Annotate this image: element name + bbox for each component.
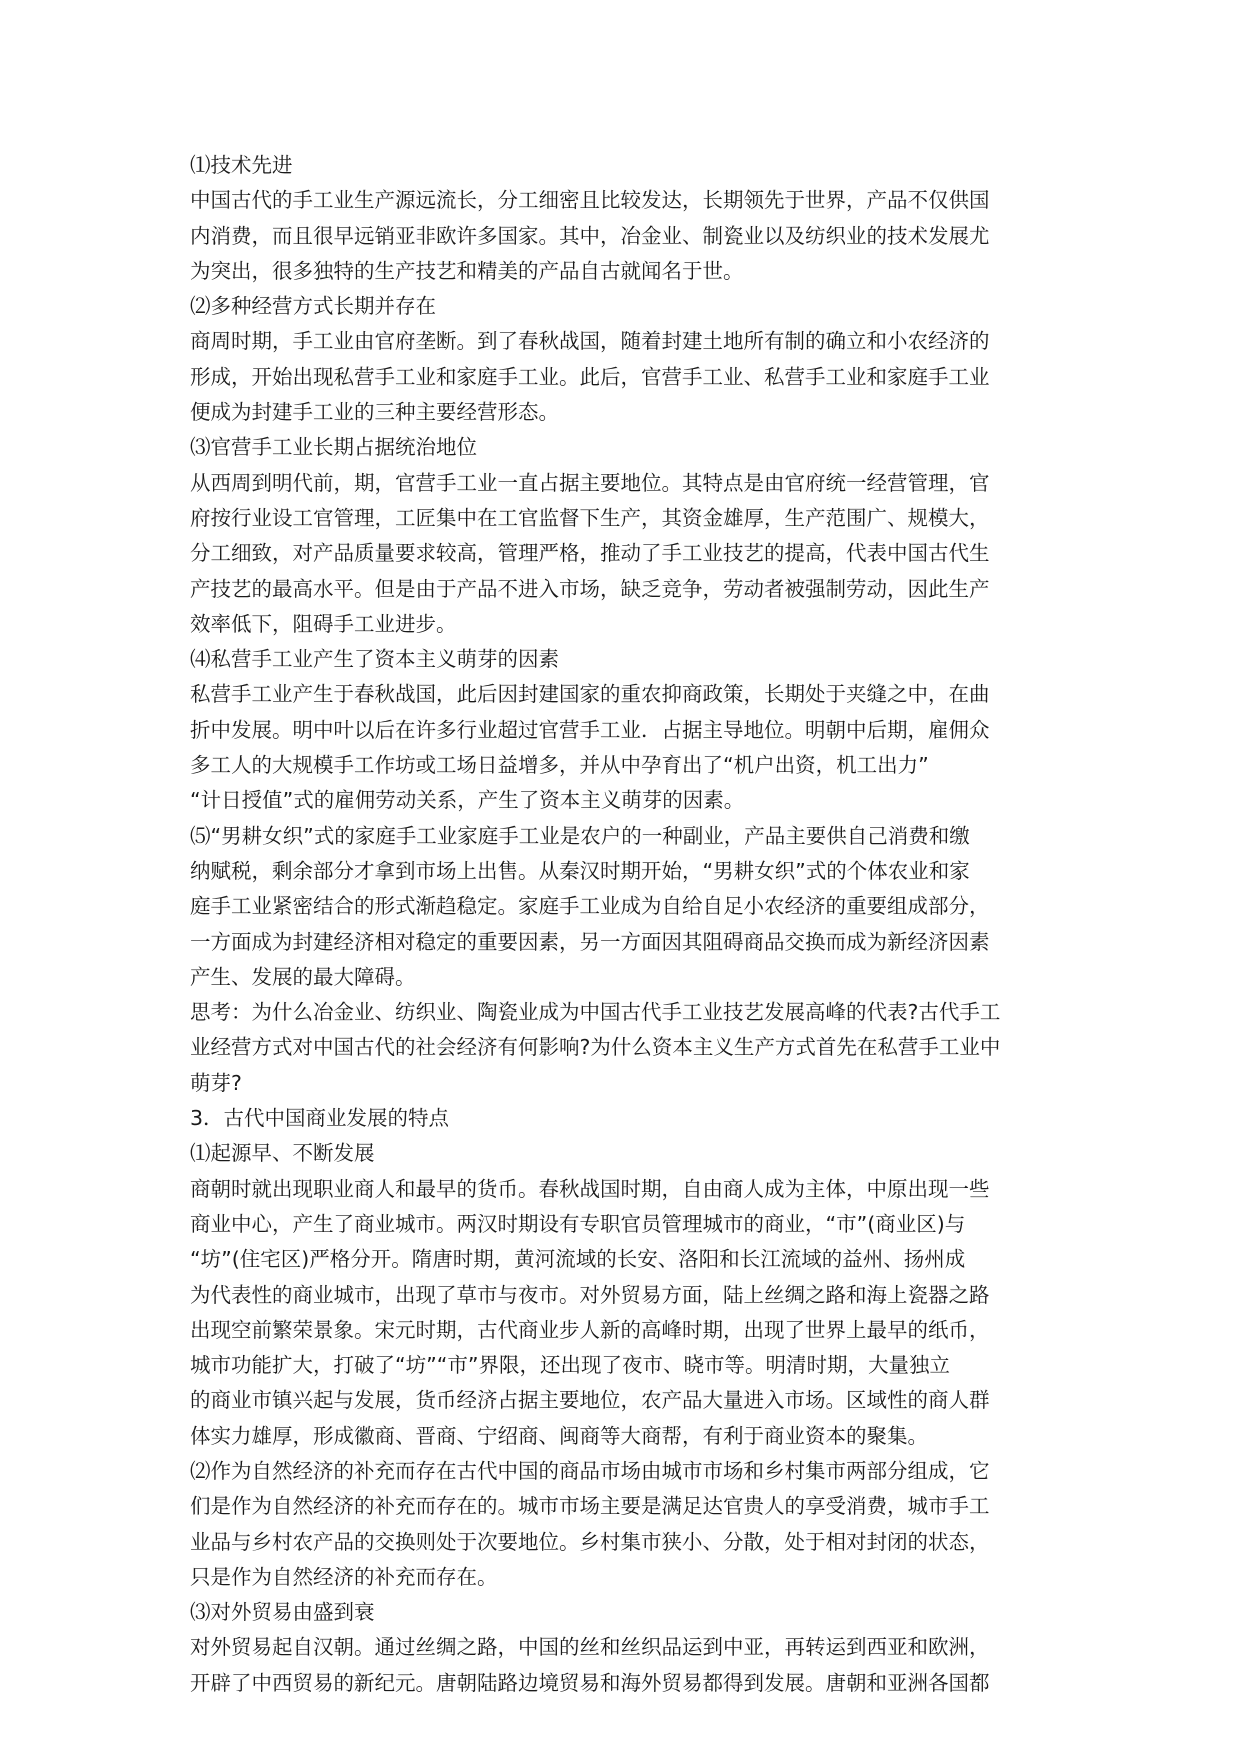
text-line: 业品与乡村农产品的交换则处于次要地位。乡村集市狭小、分散，处于相对封闭的状态，	[190, 1529, 990, 1554]
text-line: 私营手工业产生于春秋战国，此后因封建国家的重农抑商政策，长期处于夹缝之中，在曲	[190, 682, 990, 707]
text-line: ⑶官营手工业长期占据统治地位	[190, 435, 477, 460]
text-line: 思考：为什么冶金业、纺织业、陶瓷业成为中国古代手工业技艺发展高峰的代表?古代手工	[190, 1000, 1001, 1025]
text-line: ⑵作为自然经济的补充而存在古代中国的商品市场由城市市场和乡村集市两部分组成，它	[190, 1458, 990, 1483]
text-line: 商业中心，产生了商业城市。两汉时期设有专职官员管理城市的商业，“市”(商业区)与	[190, 1211, 966, 1236]
text-line: 商周时期，手工业由官府垄断。到了春秋战国，随着封建土地所有制的确立和小农经济的	[190, 329, 990, 354]
text-line: 庭手工业紧密结合的形式渐趋稳定。家庭手工业成为自给自足小农经济的重要组成部分，	[190, 894, 990, 919]
text-line: ⑴技术先进	[190, 153, 293, 177]
text-line: ⑴起源早、不断发展	[190, 1141, 375, 1166]
text-line: 多工人的大规模手工作坊或工场日益增多，并从中孕育出了“机户出资，机工出力”	[190, 753, 929, 778]
text-line: 产技艺的最高水平。但是由于产品不进入市场，缺乏竞争，劳动者被强制劳动，因此生产	[190, 576, 990, 601]
text-line: 只是作为自然经济的补充而存在。	[190, 1564, 498, 1589]
text-line: 萌芽?	[190, 1070, 242, 1095]
text-line: ⑵多种经营方式长期并存在	[190, 294, 436, 319]
text-line: 分工细致，对产品质量要求较高，管理严格，推动了手工业技艺的提高，代表中国古代生	[190, 541, 990, 566]
text-line: 中国古代的手工业生产源远流长，分工细密且比较发达，长期领先于世界，产品不仅供国	[190, 188, 990, 213]
text-line: 效率低下，阻碍手工业进步。	[190, 611, 457, 636]
text-line: 形成，开始出现私营手工业和家庭手工业。此后，官营手工业、私营手工业和家庭手工业	[190, 364, 990, 389]
text-line: “计日授值”式的雇佣劳动关系，产生了资本主义萌芽的因素。	[190, 788, 745, 813]
text-line: ⑷私营手工业产生了资本主义萌芽的因素	[190, 647, 559, 672]
text-line: ⑶对外贸易由盛到衰	[190, 1600, 375, 1625]
text-line: 纳赋税，剩余部分才拿到市场上出售。从秦汉时期开始，“男耕女织”式的个体农业和家	[190, 858, 970, 883]
text-line: 业经营方式对中国古代的社会经济有何影响?为什么资本主义生产方式首先在私营手工业中	[190, 1035, 1001, 1060]
text-line: 们是作为自然经济的补充而存在的。城市市场主要是满足达官贵人的享受消费，城市手工	[190, 1494, 990, 1519]
text-line: 对外贸易起自汉朝。通过丝绸之路，中国的丝和丝织品运到中亚，再转运到西亚和欧洲，	[190, 1635, 990, 1660]
text-line: 为突出，很多独特的生产技艺和精美的产品自古就闻名于世。	[190, 258, 744, 283]
text-line: 从西周到明代前，期，官营手工业一直占据主要地位。其特点是由官府统一经营管理，官	[190, 470, 990, 495]
text-line: 产生、发展的最大障碍。	[190, 964, 416, 989]
text-line: 的商业市镇兴起与发展，货币经济占据主要地位，农产品大量进入市场。区域性的商人群	[190, 1388, 990, 1413]
text-line: 府按行业设工官管理，工匠集中在工官监督下生产，其资金雄厚，生产范围广、规模大，	[190, 505, 990, 530]
text-line: 内消费，而且很早远销亚非欧许多国家。其中，冶金业、制瓷业以及纺织业的技术发展尤	[190, 223, 990, 248]
text-line: 为代表性的商业城市，出现了草市与夜市。对外贸易方面，陆上丝绸之路和海上瓷器之路	[190, 1282, 990, 1307]
text-line: 一方面成为封建经济相对稳定的重要因素，另一方面因其阻碍商品交换而成为新经济因素	[190, 929, 990, 954]
text-line: 城市功能扩大，打破了“坊”“市”界限，还出现了夜市、晓市等。明清时期，大量独立	[190, 1353, 950, 1378]
text-line: 出现空前繁荣景象。宋元时期，古代商业步人新的高峰时期，出现了世界上最早的纸币，	[190, 1317, 990, 1342]
document-body	[190, 148, 1050, 1701]
text-line: 开辟了中西贸易的新纪元。唐朝陆路边境贸易和海外贸易都得到发展。唐朝和亚洲各国都	[190, 1670, 990, 1695]
text-line: 便成为封建手工业的三种主要经营形态。	[190, 400, 559, 425]
text-line: ⑸“男耕女织”式的家庭手工业家庭手工业是农户的一种副业，产品主要供自己消费和缴	[190, 823, 970, 848]
text-line: 商朝时就出现职业商人和最早的货币。春秋战国时期，自由商人成为主体，中原出现一些	[190, 1176, 990, 1201]
text-line: 3．古代中国商业发展的特点	[190, 1106, 450, 1131]
text-line: 体实力雄厚，形成徽商、晋商、宁绍商、闽商等大商帮，有利于商业资本的聚集。	[190, 1423, 928, 1448]
text-line: “坊”(住宅区)严格分开。隋唐时期，黄河流域的长安、洛阳和长江流域的益州、扬州成	[190, 1247, 966, 1272]
text-line: 折中发展。明中叶以后在许多行业超过官营手工业．占据主导地位。明朝中后期，雇佣众	[190, 717, 990, 742]
